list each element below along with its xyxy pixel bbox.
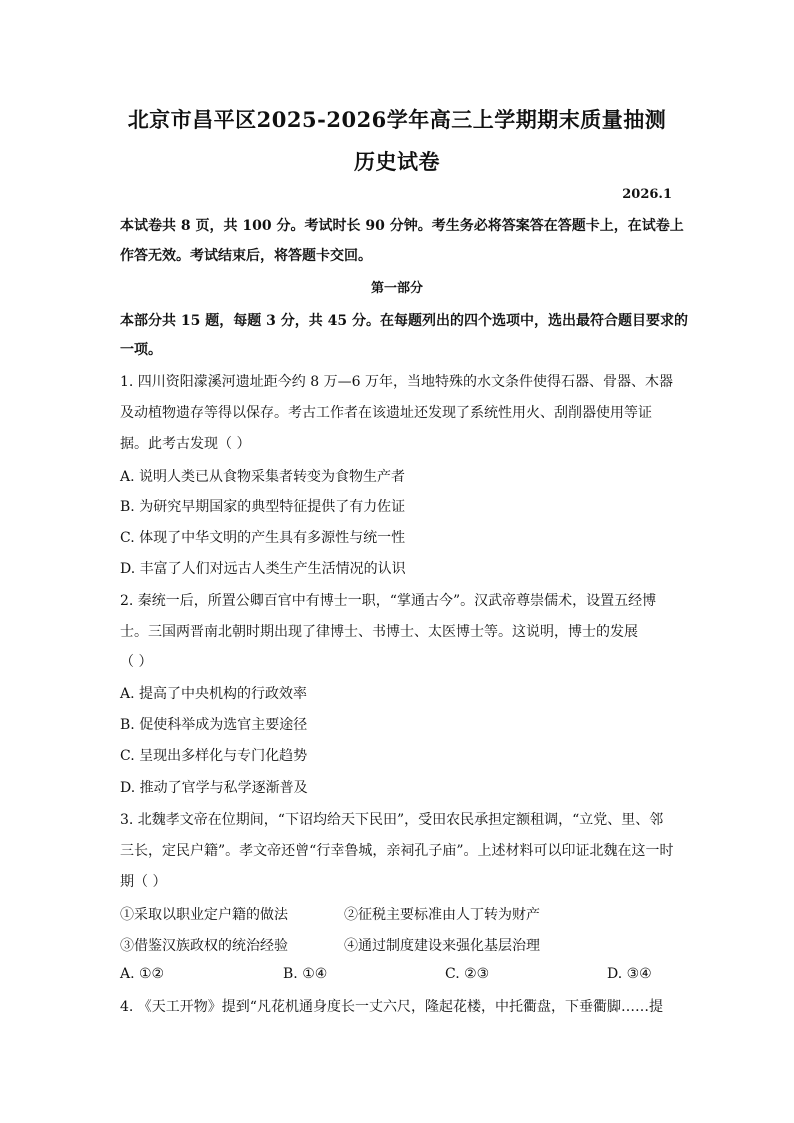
instructions-line: 本试卷共 8 页，共 100 分。考试时长 90 分钟。考生务必将答案答在答题卡上，在试卷上 xyxy=(120,218,684,234)
question-4-stem: 4. 《天工开物》提到“凡花机通身度长一丈六尺，隆起花楼，中托衢盘，下垂衢脚……提 xyxy=(120,999,663,1015)
question-3-option-d: D. ③④ xyxy=(607,966,652,982)
question-3-option-c: C. ②③ xyxy=(445,966,490,982)
question-3-statement-4: ④通过制度建设来强化基层治理 xyxy=(344,938,540,954)
part-intro-line: 一项。 xyxy=(120,342,162,358)
instructions-line: 作答无效。考试结束后，将答题卡交回。 xyxy=(120,248,372,264)
question-3-stem: 3. 北魏孝文帝在位期间，“下诏均给天下民田”，受田农民承担定额租调，“立党、里、邻 xyxy=(120,812,664,828)
question-2-stem: 士。三国两晋南北朝时期出现了律博士、书博士、太医博士等。这说明，博士的发展 xyxy=(120,624,638,640)
part-heading: 第一部分 xyxy=(370,281,423,296)
question-3-statement-3: ③借鉴汉族政权的统治经验 xyxy=(120,938,288,954)
question-3-stem: 三长，定民户籍”。孝文帝还曾“行幸鲁城，亲祠孔子庙”。上述材料可以印证北魏在这一时 xyxy=(120,843,674,859)
question-1-option-c: C. 体现了中华文明的产生具有多源性与统一性 xyxy=(120,530,406,546)
question-3-option-b: B. ①④ xyxy=(283,966,328,982)
question-2-option-d: D. 推动了官学与私学逐渐普及 xyxy=(120,780,308,796)
exam-subject: 历史试卷 xyxy=(354,149,440,174)
question-2-stem: （ ） xyxy=(120,654,153,670)
question-1-stem: 据。此考古发现（ ） xyxy=(120,436,251,452)
question-1-stem: 及动植物遗存等得以保存。考古工作者在该遗址还发现了系统性用火、刮削器使用等证 xyxy=(120,405,652,421)
exam-title: 北京市昌平区2025-2026学年高三上学期期末质量抽测 xyxy=(127,107,667,132)
question-3-statement-2: ②征税主要标准由人丁转为财产 xyxy=(344,907,540,923)
question-3-statement-1: ①采取以职业定户籍的做法 xyxy=(120,907,288,923)
part-intro-line: 本部分共 15 题，每题 3 分，共 45 分。在每题列出的四个选项中，选出最符合题目要求的 xyxy=(120,313,688,329)
exam-date: 2026.1 xyxy=(622,187,672,202)
question-2-stem: 2. 秦统一后，所置公卿百官中有博士一职，“掌通古今”。汉武帝尊崇儒术，设置五经博 xyxy=(120,593,657,609)
question-2-option-c: C. 呈现出多样化与专门化趋势 xyxy=(120,748,308,764)
question-1-option-d: D. 丰富了人们对远古人类生产生活情况的认识 xyxy=(120,561,406,577)
question-1-option-b: B. 为研究早期国家的典型特征提供了有力佐证 xyxy=(120,499,406,515)
question-1-stem: 1. 四川资阳濛溪河遗址距今约 8 万—6 万年，当地特殊的水文条件使得石器、骨器、木器 xyxy=(120,374,673,390)
question-3-stem: 期（ ） xyxy=(120,874,167,890)
question-2-option-b: B. 促使科举成为选官主要途径 xyxy=(120,717,308,733)
question-2-option-a: A. 提高了中央机构的行政效率 xyxy=(120,686,308,702)
question-1-option-a: A. 说明人类已从食物采集者转变为食物生产者 xyxy=(120,469,406,485)
question-3-option-a: A. ①② xyxy=(120,966,165,982)
